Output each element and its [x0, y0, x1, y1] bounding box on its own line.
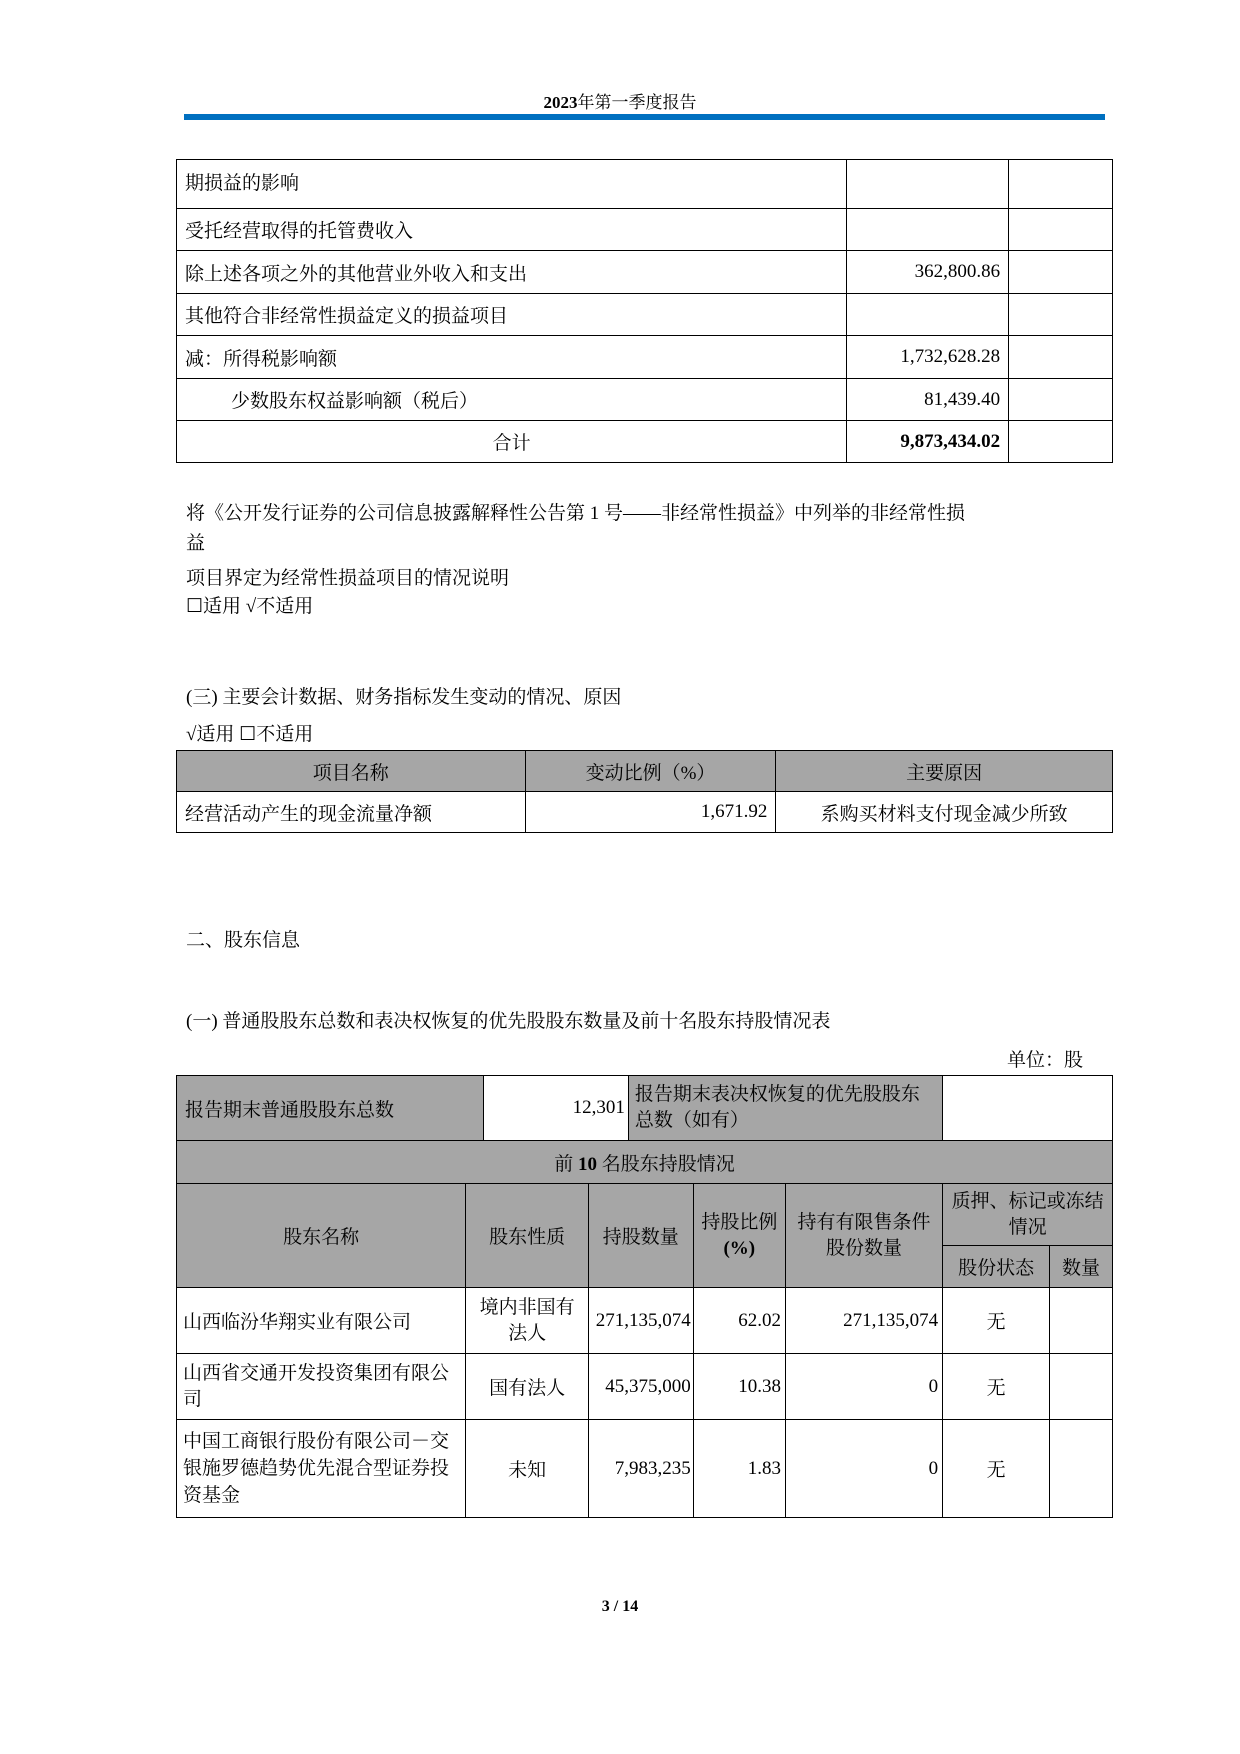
page-header-title: 2023年第一季度报告 — [543, 93, 697, 112]
table-row: 除上述各项之外的其他营业外收入和支出 362,800.86 — [177, 251, 1113, 294]
shareholders-section-title: 二、股东信息 — [186, 930, 301, 951]
pref-shareholders-label: 报告期末表决权恢复的优先股股东总数（如有） — [628, 1076, 942, 1141]
section3-title: (三) 主要会计数据、财务指标发生变动的情况、原因 — [186, 687, 622, 708]
unit-label: 单位：股 — [1006, 1050, 1083, 1071]
pref-shareholders-value — [943, 1076, 1113, 1141]
table-total-row: 合计 9,873,434.02 — [177, 421, 1113, 463]
table-header-row: 股东名称 股东性质 持股数量 持股比例 (%) 持有有限售条件股份数量 质押、标记或冻结情况 — [177, 1184, 1113, 1246]
nonrecurring-table — [176, 159, 1113, 463]
table-row: 减：所得税影响额 1,732,628.28 — [177, 336, 1113, 379]
note-line-1: 将《公开发行证券的公司信息披露解释性公告第 1 号——非经常性损益》中列举的非经常性损 — [186, 503, 966, 524]
table-subheader-row: 股份状态 数量 — [177, 1246, 1113, 1288]
note-line-2: 益 — [186, 533, 206, 554]
table-row: 期损益的影响 — [177, 160, 1113, 209]
header-divider-bar — [184, 114, 1105, 120]
table-row: 山西临汾华翔实业有限公司 境内非国有法人 271,135,074 62.02 271,135,074 无 — [177, 1288, 1113, 1354]
note-applicable-checkbox: ☐适用 √不适用 — [186, 596, 314, 617]
top10-title-row: 前 10 名股东持股情况 — [177, 1141, 1113, 1184]
note-line-3: 项目界定为经常性损益项目的情况说明 — [186, 568, 510, 589]
change-table — [176, 750, 1113, 833]
table-row: 受托经营取得的托管费收入 — [177, 209, 1113, 251]
table-row: 其他符合非经常性损益定义的损益项目 — [177, 294, 1113, 336]
page-number: 3 / 14 — [601, 1598, 639, 1615]
table-row: 中国工商银行股份有限公司－交银施罗德趋势优先混合型证券投资基金 未知 7,983,235 1.83 0 无 — [177, 1420, 1113, 1518]
total-shareholders-label: 报告期末普通股股东总数 — [177, 1076, 484, 1141]
total-shareholders-value: 12,301 — [484, 1076, 629, 1141]
shareholders-subtitle: (一) 普通股股东总数和表决权恢复的优先股股东数量及前十名股东持股情况表 — [186, 1011, 831, 1032]
section3-applicable-checkbox: √适用 ☐不适用 — [186, 724, 314, 745]
summary-row — [177, 1076, 1113, 1141]
table-header-row: 项目名称 变动比例（%） 主要原因 — [177, 751, 1113, 792]
table-row: 少数股东权益影响额（税后） 81,439.40 — [177, 379, 1113, 421]
shareholders-table — [176, 1075, 1113, 1518]
table-row: 山西省交通开发投资集团有限公司 国有法人 45,375,000 10.38 0 无 — [177, 1354, 1113, 1420]
table-row: 经营活动产生的现金流量净额 1,671.92 系购买材料支付现金减少所致 — [177, 792, 1113, 833]
